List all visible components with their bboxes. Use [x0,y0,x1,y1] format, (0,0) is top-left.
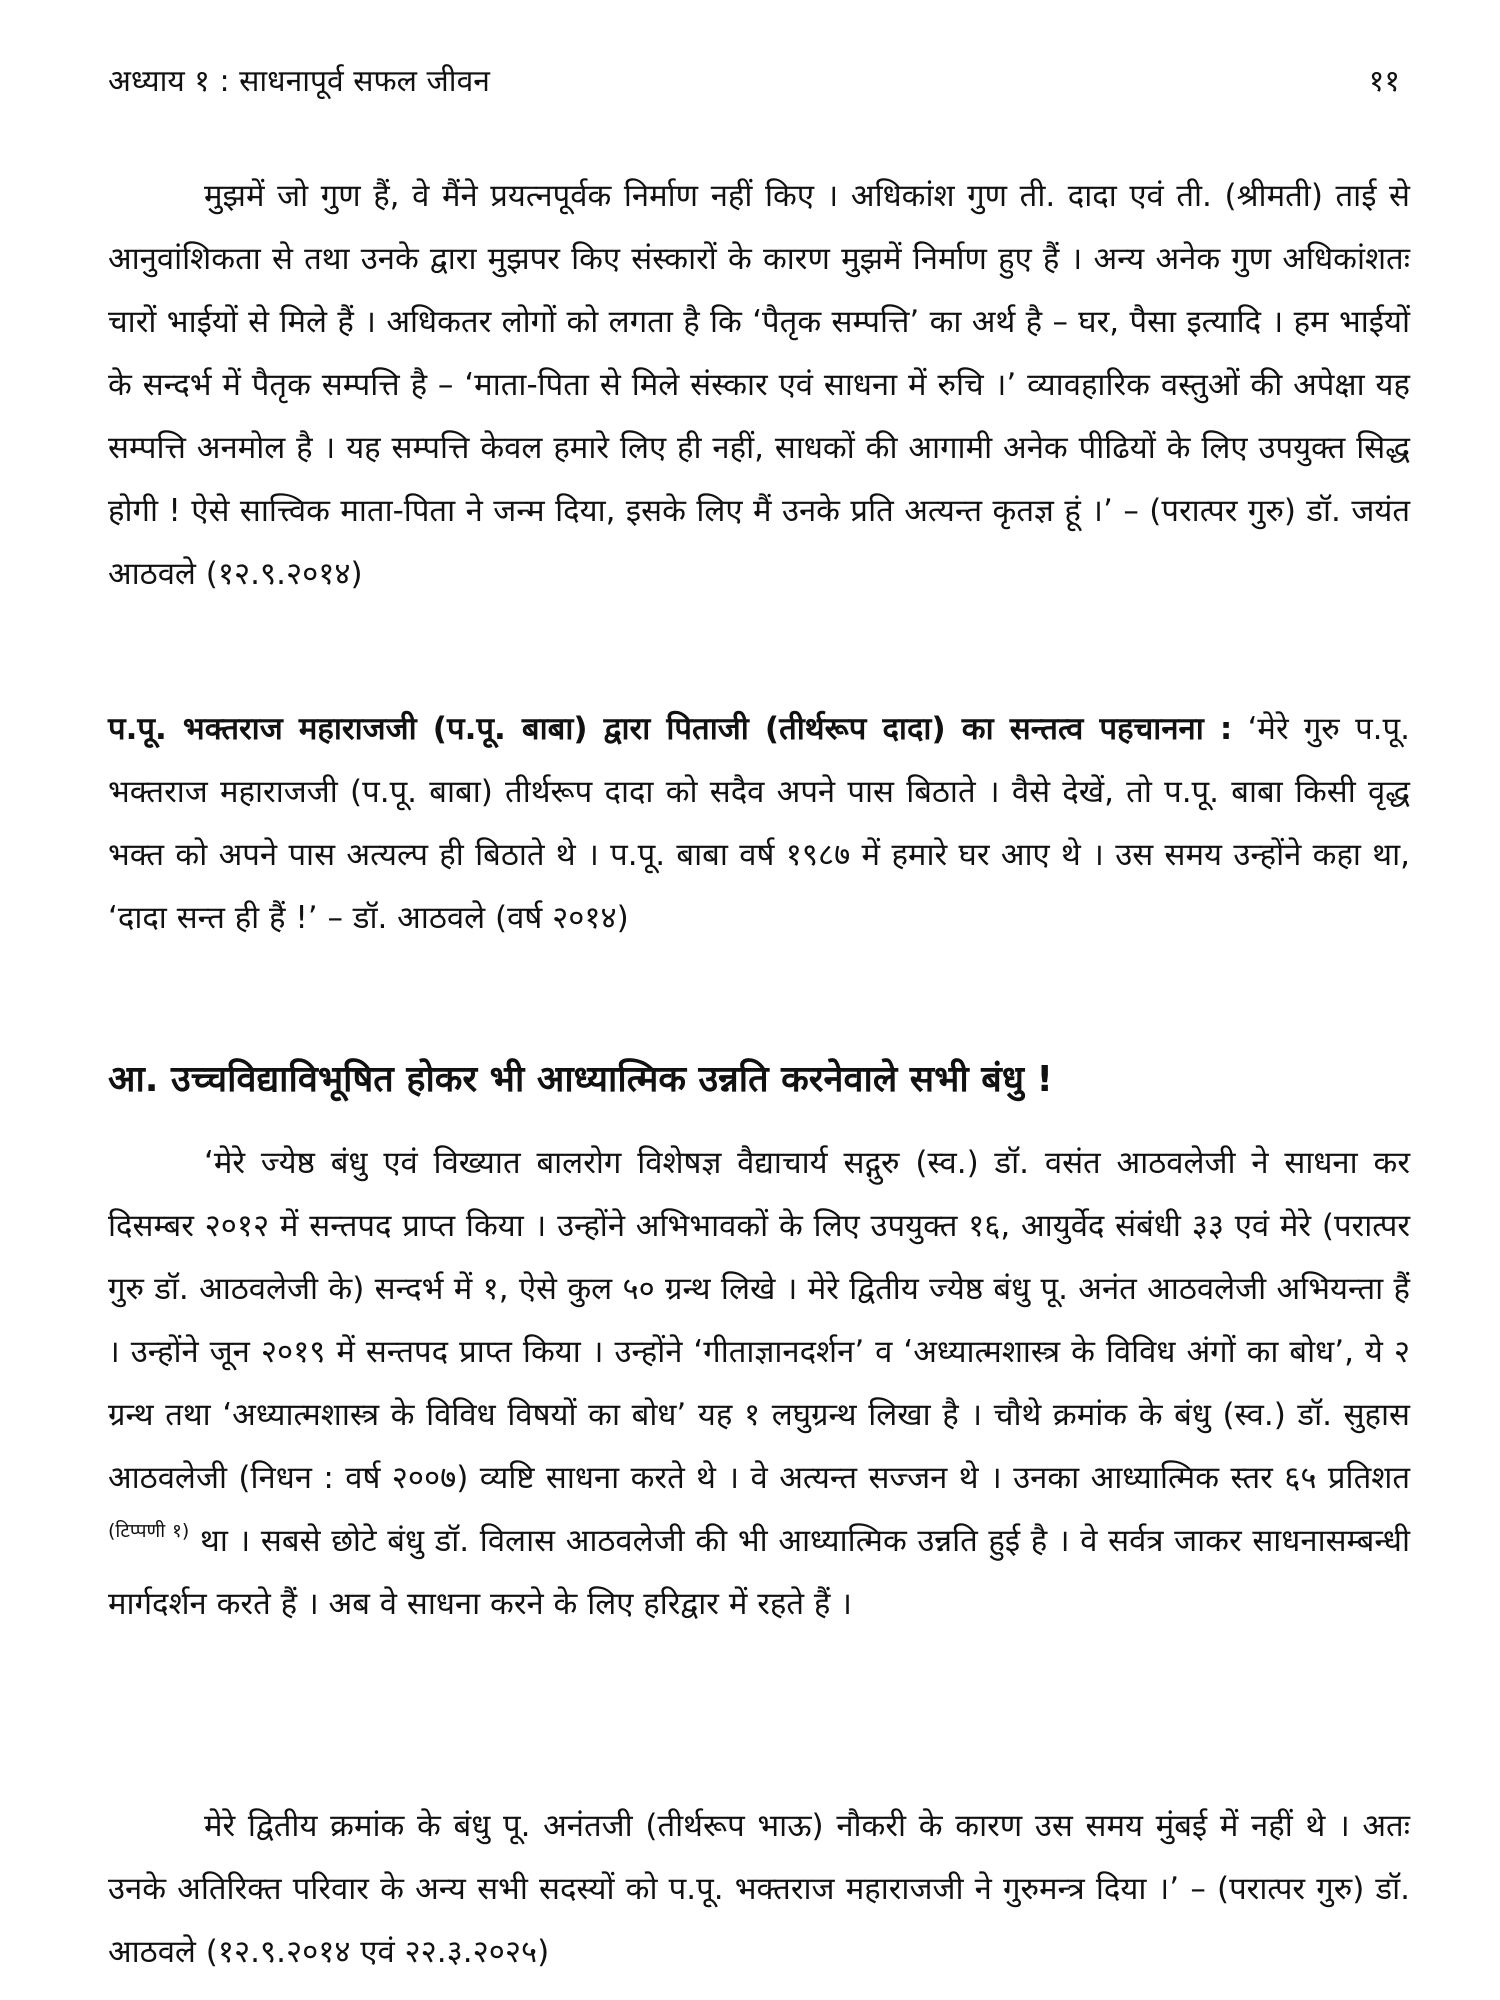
page-header [108,54,1400,104]
paragraph-brothers [108,1132,1410,1636]
section-heading: आ. उच्चविद्याविभूषित होकर भी आध्यात्मिक उन्नति करनेवाले सभी बंधु ! [108,1059,1053,1100]
paragraph-text: ‘मेरे ज्येष्ठ बंधु एवं विख्यात बालरोग विशेषज्ञ वैद्याचार्य सद्गुरु (स्व.) डॉ. वसंत आठवलेजी ने साधना कर दिसम्बर २०१२ में सन्तपद प्राप्त किया । उन्होंने अभिभावकों के लिए उपयुक्त १६, आयुर्वेद संबंधी ३३ एवं मेरे (परात्पर गुरु डॉ. आठवलेजी के) सन्दर्भ में १, ऐसे कुल ५० ग्रन्थ लिखे । मेरे द्वितीय ज्येष्ठ बंधु पू. अनंत आठवलेजी अभियन्ता हैं । उन्होंने जून २०१९ में सन्तपद प्राप्त किया । उन्होंने ‘गीताज्ञानदर्शन’ व ‘अध्यात्मशास्त्र के विविध अंगों का बोध’, ये २ ग्रन्थ तथा ‘अध्यात्मशास्त्र के विविध विषयों का बोध’ यह १ लघुग्रन्थ लिखा है । चौथे क्रमांक के बंधु (स्व.) डॉ. सुहास आठवलेजी (निधन : वर्ष २००७) व्यष्टि साधना करते थे । वे अत्यन्त सज्जन थे । उनका आध्यात्मिक स्तर ६५ प्रतिशत [108,1145,1410,1496]
footnote-reference: (टिप्पणी १) [108,1520,190,1542]
page-number: ११ [1368,63,1400,99]
paragraph-baba-recognition [108,698,1410,950]
paragraph-gurumantra: मेरे द्वितीय क्रमांक के बंधु पू. अनंतजी (तीर्थरूप भाऊ) नौकरी के कारण उस समय मुंबई में नहीं थे । अतः उनके अतिरिक्त परिवार के अन्य सभी सदस्यों को प.पू. भक्तराज महाराजजी ने गुरुमन्त्र दिया ।’ – (परात्पर गुरु) डॉ. आठवले (१२.९.२०१४ एवं २२.३.२०२५) [108,1808,1410,1970]
paragraph-parental-heritage: मुझमें जो गुण हैं, वे मैंने प्रयत्नपूर्वक निर्माण नहीं किए । अधिकांश गुण ती. दादा एवं ती. (श्रीमती) ताई से आनुवांशिकता से तथा उनके द्वारा मुझपर किए संस्कारों के कारण मुझमें निर्माण हुए हैं । अन्य अनेक गुण अधिकांशतः चारों भाईयों से मिले हैं । अधिकतर लोगों को लगता है कि ‘पैतृक सम्पत्ति’ का अर्थ है – घर, पैसा इत्यादि । हम भाईयों के सन्दर्भ में पैतृक सम्पत्ति है – ‘माता-पिता से मिले संस्कार एवं साधना में रुचि ।’ व्यावहारिक वस्तुओं की अपेक्षा यह सम्पत्ति अनमोल है । यह सम्पत्ति केवल हमारे लिए ही नहीं, साधकों की आगामी अनेक पीढियों के लिए उपयुक्त सिद्ध होगी ! ऐसे सात्त्विक माता-पिता ने जन्म दिया, इसके लिए मैं उनके प्रति अत्यन्त कृतज्ञ हूं ।’ – (परात्पर गुरु) डॉ. जयंत आठवले (१२.९.२०१४) [108,178,1410,592]
paragraph-text-continued: था । सबसे छोटे बंधु डॉ. विलास आठवलेजी की भी आध्यात्मिक उन्नति हुई है । वे सर्वत्र जाकर साधनासम्बन्धी मार्गदर्शन करते हैं । अब वे साधना करने के लिए हरिद्वार में रहते हैं । [108,1523,1411,1622]
paragraph-text: ‘मेरे गुरु प.पू. भक्तराज महाराजजी (प.पू. बाबा) तीर्थरूप दादा को सदैव अपने पास बिठाते । वैसे देखें, तो प.पू. बाबा किसी वृद्ध भक्त को अपने पास अत्यल्प ही बिठाते थे । प.पू. बाबा वर्ष १९८७ में हमारे घर आए थे । उस समय उन्होंने कहा था, ‘दादा सन्त ही हैं !’ – डॉ. आठवले (वर्ष २०१४) [108,711,1410,936]
paragraph-bold-lead: प.पू. भक्तराज महाराजजी (प.पू. बाबा) द्वारा पिताजी (तीर्थरूप दादा) का सन्तत्व पहचानना : [108,711,1233,747]
chapter-title: अध्याय १ : साधनापूर्व सफल जीवन [108,63,490,99]
